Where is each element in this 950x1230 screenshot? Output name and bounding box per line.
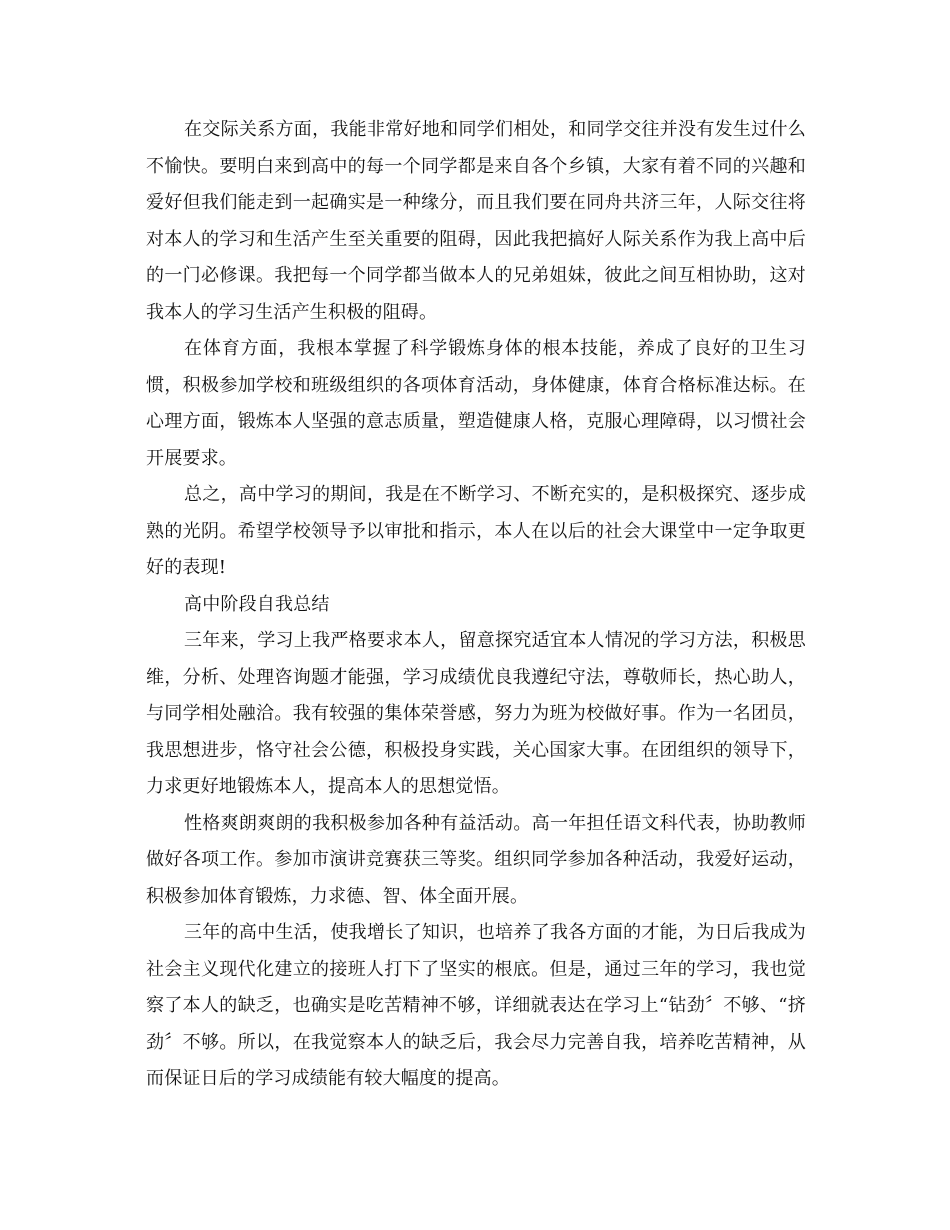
paragraph-activities: 性格爽朗爽朗的我积极参加各种有益活动。高一年担任语文科代表，协助教师做好各项工作。参加市演讲竞赛获三等奖。组织同学参加各种活动，我爱好运动，积极参加体育锻炼，力求德、智、体全面开展。 xyxy=(146,812,806,907)
section-heading: 高中阶段自我总结 xyxy=(184,593,330,615)
paragraph-conclusion: 总之，高中学习的期间，我是在不断学习、不断充实的，是积极探究、逐步成熟的光阴。希望学校领导予以审批和指示，本人在以后的社会大课堂中一定争取更好的表现! xyxy=(146,484,806,578)
document-body xyxy=(146,112,806,1098)
paragraph-study-conduct: 三年来，学习上我严格要求本人，留意探究适宜本人情况的学习方法，积极思维，分析、处理咨询题才能强，学习成绩优良我遵纪守法，尊敬师长，热心助人，与同学相处融洽。我有较强的集体荣誉感，努力为班为校做好事。作为一名团员，我思想进步，恪守社会公德，积极投身实践，关心国家大事。在团组织的领导下，力求更好地锻炼本人，提高本人的思想觉悟。 xyxy=(146,630,806,797)
paragraph-interpersonal: 在交际关系方面，我能非常好地和同学们相处，和同学交往并没有发生过什么不愉快。要明白来到高中的每一个同学都是来自各个乡镇，大家有着不同的兴趣和爱好但我们能走到一起确实是一种缘分，而且我们要在同舟共济三年，人际交往将对本人的学习和生活产生至关重要的阻碍，因此我把搞好人际关系作为我上高中后的一门必修课。我把每一个同学都当做本人的兄弟姐妹，彼此之间互相协助，这对我本人的学习生活产生积极的阻碍。 xyxy=(146,119,806,323)
paragraph-sports-psychology: 在体育方面，我根本掌握了科学锻炼身体的根本技能，养成了良好的卫生习惯，积极参加学校和班级组织的各项体育活动，身体健康，体育合格标准达标。在心理方面，锻炼本人坚强的意志质量，塑造健康人格，克服心理障碍，以习惯社会开展要求。 xyxy=(146,338,806,469)
paragraph-reflection: 三年的高中生活，使我增长了知识，也培养了我各方面的才能，为日后我成为社会主义现代化建立的接班人打下了坚实的根底。但是，通过三年的学习，我也觉察了本人的缺乏，也确实是吃苦精神不够，详细就表达在学习上“钻劲〞不够、“挤劲〞不够。所以，在我觉察本人的缺乏后，我会尽力完善自我，培养吃苦精神，从而保证日后的学习成绩能有较大幅度的提高。 xyxy=(146,922,806,1089)
